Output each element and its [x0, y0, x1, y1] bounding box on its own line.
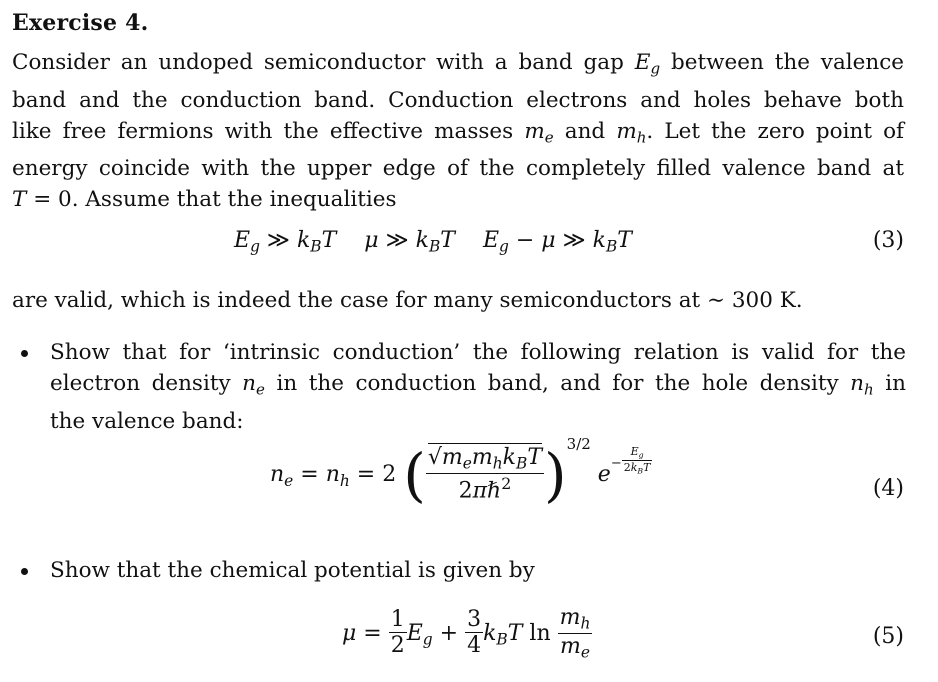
- intro-line-1: Consider an undoped semiconductor with a band gap $E_g$ between the valence: [12, 50, 904, 78]
- after-eq3-text: are valid, which is indeed the case for many semiconductors at ∼ 300 K.: [12, 288, 803, 313]
- bullet-1-line-2: electron density $n_e$ in the conduction band, and for the hole density $n_h$ in: [50, 371, 906, 399]
- intro-paragraph: [12, 47, 904, 215]
- exercise-title: Exercise 4.: [12, 10, 149, 36]
- equation-3-body: $E_g$ ≫ $k_BT$ μ ≫ $k_BT$ $E_g - \mu$ ≫ $k_BT$: [234, 228, 632, 256]
- bullet-2-text: Show that the chemical potential is given by: [50, 558, 535, 583]
- equation-5-number: (5): [872, 624, 904, 649]
- equation-4-number: (4): [872, 476, 904, 501]
- bullet-1: [50, 337, 906, 437]
- bullet-1-line-1: Show that for ‘intrinsic conduction’ the following relation is valid for the: [50, 340, 906, 365]
- intro-line-2: band and the conduction band. Conduction electrons and holes behave both: [12, 87, 904, 113]
- intro-line-5: T = 0. Assume that the inequalities: [12, 187, 397, 212]
- equation-5-body: μ = $\frac{1}{2}$ $E_g$ + $\frac{3}{4}$ $k_BT$ ln $\frac{m_h}{m_e}$: [342, 605, 591, 662]
- bullet-1-line-3: the valence band:: [50, 408, 244, 434]
- equation-5: [12, 606, 908, 676]
- bullet-dot: [21, 350, 28, 357]
- intro-line-3: like free fermions with the effective masses $m_e$ and $m_h$. Let the zero point of: [12, 118, 904, 146]
- bullet-dot: [21, 568, 28, 575]
- equation-3-number: (3): [872, 228, 904, 253]
- intro-line-4: energy coincide with the upper edge of the completely filled valence band at: [12, 156, 904, 181]
- bullet-2: [50, 555, 906, 586]
- equation-4: [12, 435, 908, 536]
- equation-4-body: $n_e = n_h = 2$ ( $\frac{√m_em_hk_BT}{2\pi\hbar^2}$ )$^{3/2}$ e− $\frac{E_g}{2k_BT}$: [270, 435, 651, 510]
